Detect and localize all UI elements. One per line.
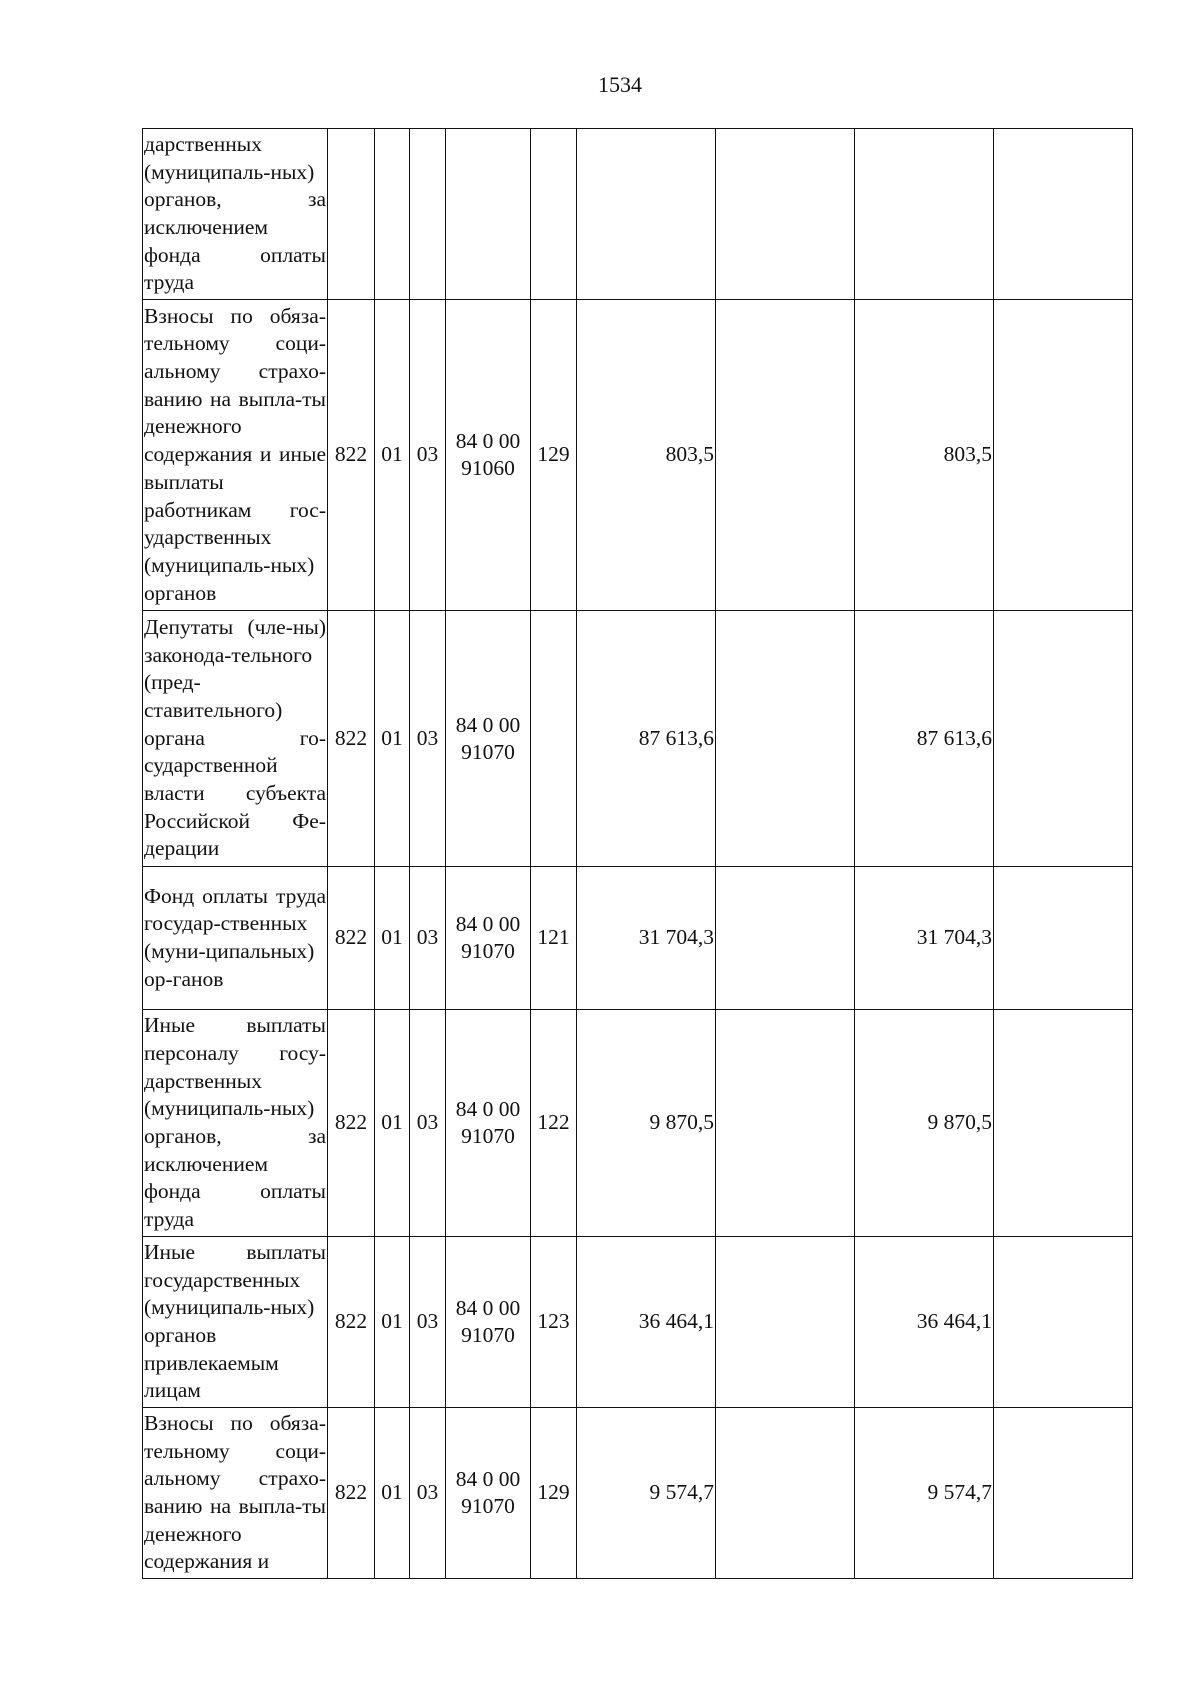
sum-b: 9 870,5 (855, 1010, 994, 1237)
sum-a (716, 129, 855, 300)
sum-total: 9 574,7 (577, 1408, 716, 1579)
section-code: 01 (375, 1237, 410, 1408)
sum-c (994, 300, 1133, 611)
ministry-code: 822 (328, 1010, 375, 1237)
sum-a (716, 1408, 855, 1579)
expense-type: 122 (531, 1010, 577, 1237)
budget-table (142, 128, 1133, 1579)
section-code: 01 (375, 867, 410, 1010)
expense-type (531, 129, 577, 300)
target-article: 84 0 00 91070 (446, 867, 531, 1010)
sum-total (577, 129, 716, 300)
table-row (143, 867, 1133, 1010)
target-article: 84 0 00 91070 (446, 1408, 531, 1579)
section-code: 01 (375, 300, 410, 611)
subsection-code: 03 (410, 611, 446, 867)
sum-b: 9 574,7 (855, 1408, 994, 1579)
expense-type: 121 (531, 867, 577, 1010)
table-row (143, 129, 1133, 300)
sum-b: 36 464,1 (855, 1237, 994, 1408)
row-name: Иные выплаты государственных (муниципаль-ных) органов привлекаемым лицам (143, 1237, 328, 1408)
subsection-code: 03 (410, 1237, 446, 1408)
ministry-code: 822 (328, 1237, 375, 1408)
target-article: 84 0 00 91070 (446, 1237, 531, 1408)
table-row (143, 1237, 1133, 1408)
section-code: 01 (375, 1408, 410, 1579)
section-code (375, 129, 410, 300)
sum-c (994, 1408, 1133, 1579)
ministry-code (328, 129, 375, 300)
target-article: 84 0 00 91060 (446, 300, 531, 611)
sum-total: 9 870,5 (577, 1010, 716, 1237)
sum-total: 36 464,1 (577, 1237, 716, 1408)
ministry-code: 822 (328, 611, 375, 867)
row-name: Депутаты (чле-ны) законода-тельного (пред-ставительного) органа го-сударственной власти субъекта Российской Фе-дерации (143, 611, 328, 867)
sum-a (716, 1237, 855, 1408)
target-article: 84 0 00 91070 (446, 611, 531, 867)
expense-type: 129 (531, 300, 577, 611)
sum-b: 803,5 (855, 300, 994, 611)
expense-type (531, 611, 577, 867)
table-row (143, 1408, 1133, 1579)
table-row (143, 611, 1133, 867)
sum-a (716, 1010, 855, 1237)
subsection-code: 03 (410, 300, 446, 611)
sum-a (716, 300, 855, 611)
sum-c (994, 129, 1133, 300)
ministry-code: 822 (328, 867, 375, 1010)
row-name: Взносы по обяза-тельному соци-альному страхо-ванию на выпла-ты денежного содержания и иные выплаты работникам гос-ударственных (муниципаль-ных) органов (143, 300, 328, 611)
sum-total: 87 613,6 (577, 611, 716, 867)
sum-c (994, 1010, 1133, 1237)
expense-type: 129 (531, 1408, 577, 1579)
ministry-code: 822 (328, 1408, 375, 1579)
sum-b: 31 704,3 (855, 867, 994, 1010)
subsection-code: 03 (410, 1010, 446, 1237)
expense-type: 123 (531, 1237, 577, 1408)
table-row (143, 300, 1133, 611)
sum-total: 31 704,3 (577, 867, 716, 1010)
page-number: 1534 (598, 72, 642, 97)
target-article: 84 0 00 91070 (446, 1010, 531, 1237)
row-name: дарственных (муниципаль-ных) органов, за исключением фонда оплаты труда (143, 129, 328, 300)
row-name: Взносы по обяза-тельному соци-альному страхо-ванию на выпла-ты денежного содержания и (143, 1408, 328, 1579)
sum-a (716, 867, 855, 1010)
row-name: Фонд оплаты труда государ-ственных (муни-ципальных) ор-ганов (143, 867, 328, 1010)
target-article (446, 129, 531, 300)
sum-b (855, 129, 994, 300)
subsection-code (410, 129, 446, 300)
subsection-code: 03 (410, 1408, 446, 1579)
sum-c (994, 1237, 1133, 1408)
ministry-code: 822 (328, 300, 375, 611)
subsection-code: 03 (410, 867, 446, 1010)
sum-c (994, 867, 1133, 1010)
sum-b: 87 613,6 (855, 611, 994, 867)
sum-a (716, 611, 855, 867)
table-row (143, 1010, 1133, 1237)
sum-c (994, 611, 1133, 867)
section-code: 01 (375, 1010, 410, 1237)
sum-total: 803,5 (577, 300, 716, 611)
section-code: 01 (375, 611, 410, 867)
row-name: Иные выплаты персоналу госу-дарственных (муниципаль-ных) органов, за исключением фонда оплаты труда (143, 1010, 328, 1237)
